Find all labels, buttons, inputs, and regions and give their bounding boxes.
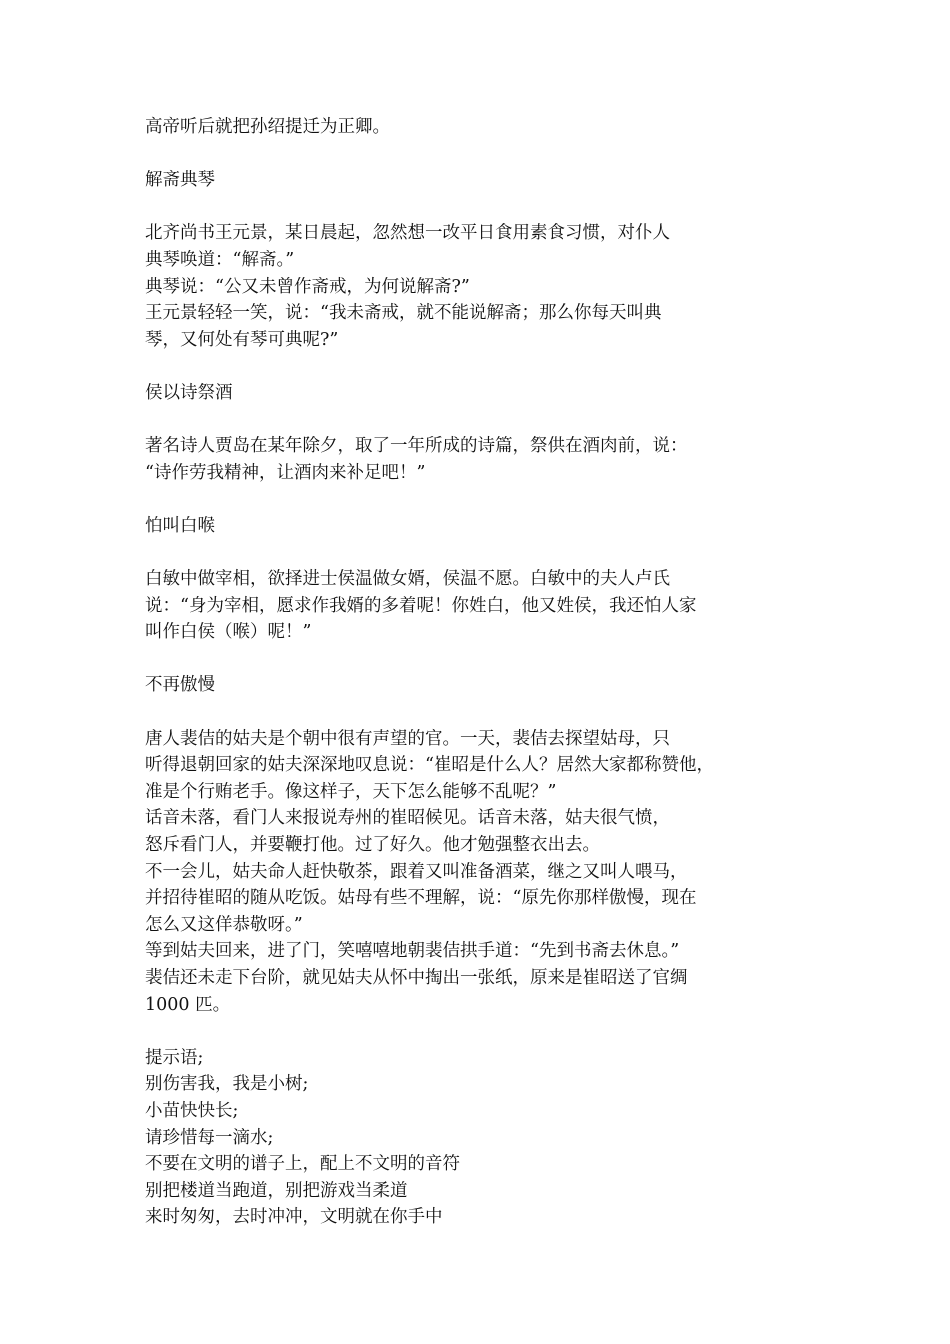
text-line: 准是个行贿老手。像这样子，天下怎么能够不乱呢？”: [145, 781, 557, 802]
paragraph: [145, 433, 785, 486]
text-line: 不一会儿，姑夫命人赶快敬茶，跟着又叫准备酒菜，继之又叫人喂马，: [145, 861, 688, 882]
section-heading: [145, 672, 785, 699]
text-line: 裴佶还未走下台阶，就见姑夫从怀中掏出一张纸，原来是崔昭送了官绸: [145, 968, 688, 988]
section-heading: [145, 513, 785, 540]
text-line: 说：“身为宰相，愿求作我婿的多着呢！你姓白，他又姓侯，我还怕人家: [145, 595, 697, 616]
text-line: 并招待崔昭的随从吃饭。姑母有些不理解，说：“原先你那样傲慢，现在: [145, 888, 697, 909]
paragraph: [145, 220, 785, 353]
heading-text: 解斋典琴: [145, 170, 215, 191]
text-line: 1000 匹。: [145, 994, 231, 1015]
text-line: 不要在文明的谱子上，配上不文明的音符: [145, 1154, 460, 1175]
blank-line: [145, 540, 785, 567]
blank-line: [145, 407, 785, 434]
text-line: 白敏中做宰相，欲择进士侯温做女婿，侯温不愿。白敏中的夫人卢氏: [145, 569, 670, 590]
blank-line: [145, 194, 785, 221]
text-line: 典琴唤道：“解斋。”: [145, 249, 295, 270]
text-line: 小苗快快长;: [145, 1100, 239, 1121]
section-heading: [145, 380, 785, 407]
paragraph: [145, 114, 785, 141]
text-line: 话音未落，看门人来报说寿州的崔昭候见。话音未落，姑夫很气愤，: [145, 808, 670, 829]
blank-line: [145, 486, 785, 513]
text-line: 高帝听后就把孙绍提迁为正卿。: [145, 117, 390, 137]
text-line: 怒斥看门人，并要鞭打他。过了好久。他才勉强整衣出去。: [145, 835, 600, 856]
heading-text: 怕叫白喉: [145, 515, 215, 536]
document-page: [145, 114, 785, 1231]
text-line: 提示语;: [145, 1047, 204, 1068]
text-line: 来时匆匆，去时冲冲，文明就在你手中: [145, 1207, 443, 1228]
paragraph: [145, 1045, 785, 1231]
blank-line: [145, 353, 785, 380]
text-line: 琴，又何处有琴可典呢?”: [145, 329, 339, 350]
blank-line: [145, 699, 785, 726]
text-line: 听得退朝回家的姑夫深深地叹息说：“崔昭是什么人？居然大家都称赞他，: [145, 755, 714, 776]
text-line: 著名诗人贾岛在某年除夕，取了一年所成的诗篇，祭供在酒肉前，说：: [145, 436, 688, 457]
text-line: 请珍惜每一滴水;: [145, 1127, 274, 1148]
text-line: 叫作白侯（喉）呢！”: [145, 622, 312, 643]
paragraph: [145, 566, 785, 646]
blank-line: [145, 141, 785, 168]
text-line: 典琴说：“公又未曾作斋戒，为何说解斋?”: [145, 276, 470, 297]
blank-line: [145, 646, 785, 673]
text-line: 别把楼道当跑道，别把游戏当柔道: [145, 1180, 408, 1201]
heading-text: 侯以诗祭酒: [145, 382, 233, 403]
section-heading: [145, 167, 785, 194]
blank-line: [145, 1018, 785, 1045]
text-line: “诗作劳我精神，让酒肉来补足吧！”: [145, 462, 426, 483]
paragraph: [145, 726, 785, 1019]
text-line: 唐人裴佶的姑夫是个朝中很有声望的官。一天，裴佶去探望姑母，只: [145, 728, 670, 749]
text-line: 怎么又这佯恭敬呀。”: [145, 914, 303, 935]
text-line: 等到姑夫回来，进了门，笑嘻嘻地朝裴佶拱手道：“先到书斋去休息。”: [145, 941, 680, 962]
heading-text: 不再傲慢: [145, 675, 215, 696]
text-line: 王元景轻轻一笑，说：“我未斋戒，就不能说解斋；那么你每天叫典: [145, 303, 662, 324]
text-line: 别伤害我，我是小树;: [145, 1074, 309, 1095]
text-line: 北齐尚书王元景，某日晨起，忽然想一改平日食用素食习惯，对仆人: [145, 223, 670, 244]
